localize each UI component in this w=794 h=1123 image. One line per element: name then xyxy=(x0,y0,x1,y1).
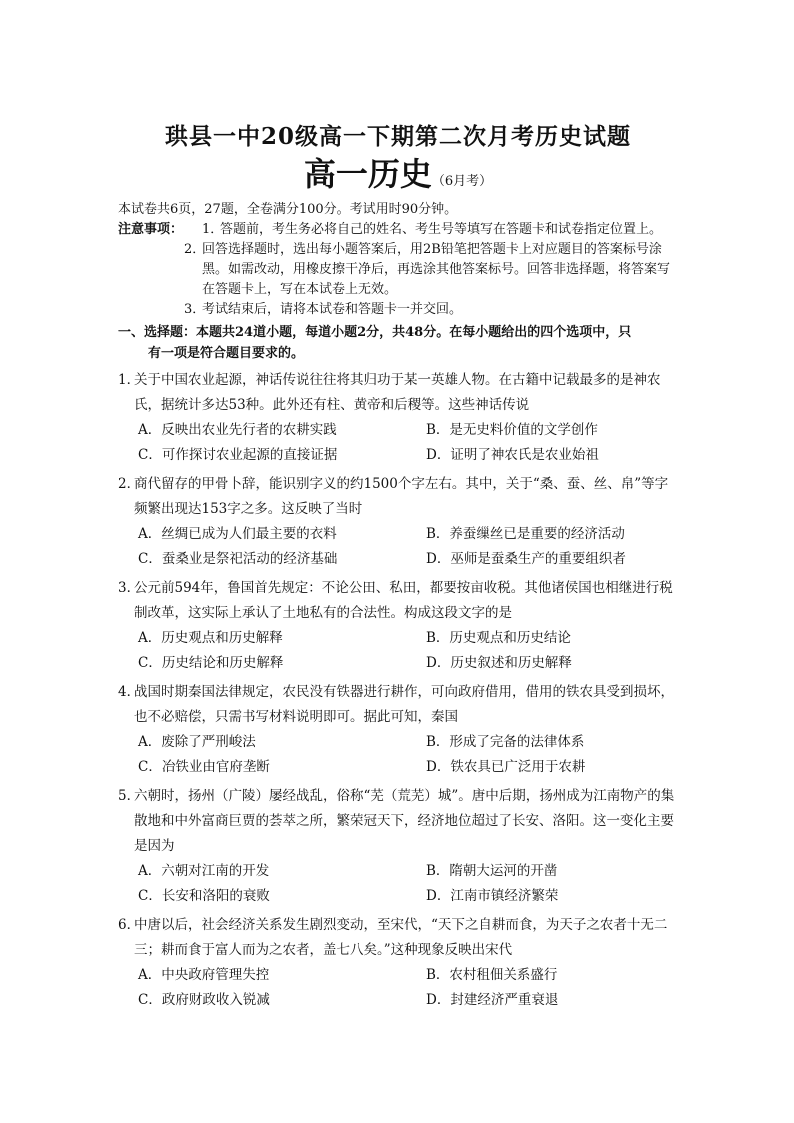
question-number: 2． xyxy=(118,476,141,492)
notice-text: 回答选择题时，选出每小题答案后，用2B铅笔把答题卡上对应题目的答案标号涂黑。如需改动，用橡皮擦干净后，再选涂其他答案标号。回答非选择题，将答案写在答题卡上，写在本试卷上无效。 xyxy=(202,242,671,297)
option-c: C．冶铁业由官府垄断 xyxy=(138,759,270,775)
option-b: B．是无史料价值的文学创作 xyxy=(426,422,598,438)
exam-page xyxy=(118,122,678,1013)
option-d: D．封建经济严重衰退 xyxy=(426,992,559,1008)
option-d: D．巫师是蚕桑生产的重要组织者 xyxy=(426,551,626,567)
section-heading xyxy=(118,322,678,364)
question-stem: 公元前594年，鲁国首先规定：不论公田、私田，都要按亩收税。其他诸侯国也相继进行税制改革，这实际上承认了土地私有的合法性。构成这段文字的是 xyxy=(134,580,673,621)
question xyxy=(118,368,678,468)
question-list xyxy=(118,368,678,1013)
question-stem: 战国时期秦国法律规定，农民没有铁器进行耕作，可向政府借用，借用的铁农具受到损坏，也不必赔偿，只需书写材料说明即可。据此可知，秦国 xyxy=(134,684,674,725)
option-d: D．铁农具已广泛用于农耕 xyxy=(426,759,586,775)
option-d: D．证明了神农氏是农业始祖 xyxy=(426,447,599,463)
option-d: D．江南市镇经济繁荣 xyxy=(426,888,559,904)
option-d: D．历史叙述和历史解释 xyxy=(426,655,572,671)
exam-intro: 本试卷共6页，27题，全卷满分100分。考试用时90分钟。 xyxy=(118,202,458,217)
option-a: A．反映出农业先行者的农耕实践 xyxy=(138,422,337,438)
question-number: 3． xyxy=(118,580,141,596)
question-stem: 商代留存的甲骨卜辞，能识别字义的约1500个字左右。其中，关于“桑、蚕、丝、帛”等字频繁出现达153字之多。这反映了当时 xyxy=(134,476,669,517)
question xyxy=(118,576,678,676)
option-b: B．形成了完备的法律体系 xyxy=(426,734,585,750)
notice-block xyxy=(118,220,678,320)
option-a: A．历史观点和历史解释 xyxy=(138,630,283,646)
notice-number: 2． xyxy=(184,242,206,257)
question-number: 4． xyxy=(118,684,141,700)
subject-title xyxy=(118,156,678,200)
subject-name: 高一历史 xyxy=(303,155,432,193)
option-c: C．政府财政收入锐减 xyxy=(138,992,270,1008)
question-stem: 六朝时，扬州（广陵）屡经战乱，俗称“芜（荒芜）城”。唐中后期，扬州成为江南物产的集散地和中外富商巨贾的荟萃之所，繁荣冠天下，经济地位超过了长安、洛阳。这一变化主要是因为 xyxy=(134,788,675,854)
question xyxy=(118,680,678,780)
section-heading-line: 有一项是符合题目要求的。 xyxy=(148,346,305,361)
exam-month-note: （6月考） xyxy=(431,174,493,189)
option-c: C．可作探讨农业起源的直接证据 xyxy=(138,447,338,463)
notice-number: 3． xyxy=(184,302,206,317)
option-a: A．六朝对江南的开发 xyxy=(138,863,270,879)
option-a: A．废除了严刑峻法 xyxy=(138,734,256,750)
notice-text: 考试结束后，请将本试卷和答题卡一并交回。 xyxy=(202,302,463,317)
option-c: C．蚕桑业是祭祀活动的经济基础 xyxy=(138,551,338,567)
option-b: B．养蚕缫丝已是重要的经济活动 xyxy=(426,526,625,542)
option-c: C．长安和洛阳的衰败 xyxy=(138,888,270,904)
option-c: C．历史结论和历史解释 xyxy=(138,655,284,671)
option-a: A．丝绸已成为人们最主要的衣料 xyxy=(138,526,337,542)
question xyxy=(118,472,678,572)
question xyxy=(118,913,678,1013)
option-b: B．农村租佃关系盛行 xyxy=(426,967,558,983)
question-number: 1． xyxy=(118,372,141,388)
question-stem: 中唐以后，社会经济关系发生剧烈变动，至宋代，“天下之自耕而食，为天子之农者十无二三；耕而食于富人而为之农者，盖七八矣。”这种现象反映出宋代 xyxy=(134,917,668,958)
notice-label: 注意事项： xyxy=(118,222,184,237)
option-b: B．历史观点和历史结论 xyxy=(426,630,571,646)
notice-number: 1． xyxy=(202,222,224,237)
notice-text: 答题前，考生务必将自己的姓名、考生号等填写在答题卡和试卷指定位置上。 xyxy=(220,222,663,237)
question xyxy=(118,784,678,909)
section-heading-line: 一、选择题：本题共24道小题，每道小题2分，共48分。在每小题给出的四个选项中，只 xyxy=(118,325,632,340)
question-number: 6． xyxy=(118,917,141,933)
option-b: B．隋朝大运河的开凿 xyxy=(426,863,558,879)
question-stem: 关于中国农业起源，神话传说往往将其归功于某一英雄人物。在古籍中记载最多的是神农氏，据统计多达53种。此外还有柱、黄帝和后稷等。这些神话传说 xyxy=(134,372,661,413)
option-a: A．中央政府管理失控 xyxy=(138,967,270,983)
question-number: 5． xyxy=(118,788,141,804)
exam-title: 珙县一中20级高一下期第二次月考历史试题 xyxy=(164,123,631,150)
